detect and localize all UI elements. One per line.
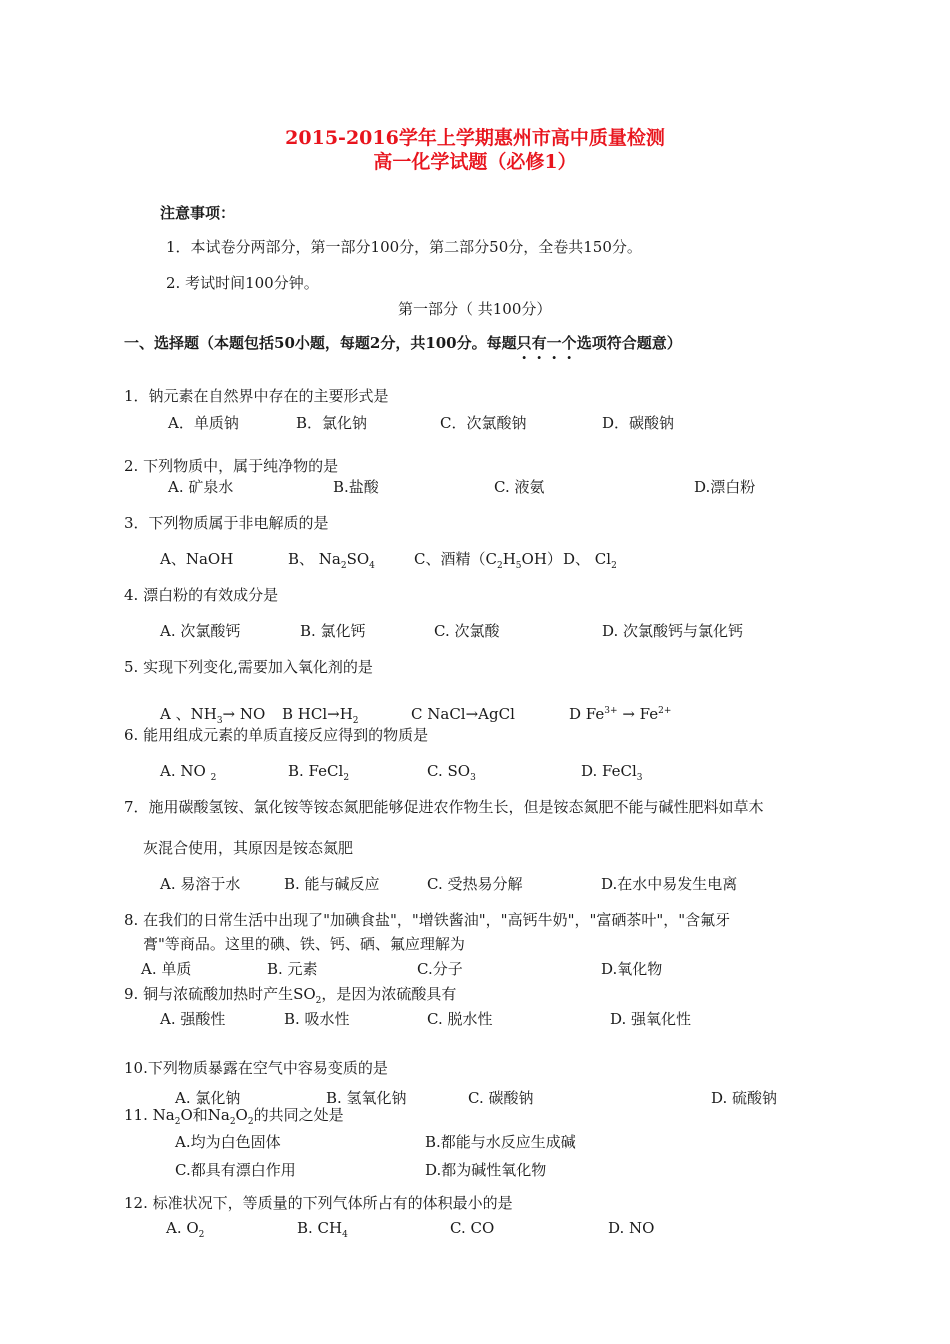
question-4-stem: 4. 漂白粉的有效成分是: [124, 586, 279, 604]
question-3-stem: 3．下列物质属于非电解质的是: [124, 514, 329, 532]
q1-option-c: C．次氯酸钠: [440, 414, 527, 432]
q12-option-a: A. $O_2$: [166, 1219, 205, 1240]
q11-option-d: D.都为碱性氧化物: [425, 1161, 547, 1179]
part1-heading: 第一部分（ 共100分）: [398, 300, 552, 318]
q7-option-a: A. 易溶于水: [160, 875, 241, 893]
q7-option-b: B. 能与碱反应: [284, 875, 380, 893]
q1-option-a: A．单质钠: [168, 414, 239, 432]
q2-option-d: D.漂白粉: [694, 478, 756, 496]
q12-option-d: D. NO: [608, 1219, 655, 1237]
q6-option-d: D. FeCl$_3$: [581, 762, 643, 783]
q1-option-b: B．氯化钠: [296, 414, 368, 432]
q5-option-b: B $HCl\to H_2$: [282, 705, 359, 726]
q4-option-a: A. 次氯酸钙: [160, 622, 241, 640]
question-1-stem: 1．钠元素在自然界中存在的主要形式是: [124, 387, 389, 405]
q10-option-b: B. 氢氧化钠: [326, 1089, 407, 1107]
q7-option-c: C. 受热易分解: [427, 875, 523, 893]
q3-option-c: C、酒精$(C_2H_5OH)$: [414, 550, 562, 571]
q12-option-c: C. CO: [450, 1219, 495, 1237]
q9-option-b: B. 吸水性: [284, 1010, 350, 1028]
q11-option-a: A.均为白色固体: [175, 1133, 281, 1151]
q5-option-d: D $Fe^{3+} \to Fe^{2+}$: [569, 705, 672, 723]
q3-option-b: B、 $Na_2SO_4$: [288, 550, 375, 571]
q12-option-b: B. $CH_4$: [297, 1219, 348, 1240]
question-7-stem: 7．施用碳酸氢铵、氯化铵等铵态氮肥能够促进农作物生长，但是铵态氮肥不能与碱性肥料如草木: [124, 798, 764, 816]
q7-option-d: D.在水中易发生电离: [601, 875, 738, 893]
q3-option-d: D、 $Cl_2$: [563, 550, 617, 571]
question-5-stem: 5. 实现下列变化,需要加入氧化剂的是: [124, 658, 373, 676]
question-11-stem: 11. $Na_2O$和$Na_2O_2$的共同之处是: [124, 1106, 344, 1127]
notice-item-1: 1．本试卷分两部分，第一部分100分，第二部分50分，全卷共150分。: [166, 238, 642, 256]
q11-option-c: C.都具有漂白作用: [175, 1161, 296, 1179]
q11-option-b: B.都能与水反应生成碱: [425, 1133, 576, 1151]
q6-option-a: A. NO $_2$: [160, 762, 217, 783]
q8-option-d: D.氧化物: [601, 960, 663, 978]
q8-option-b: B. 元素: [267, 960, 318, 978]
exam-title-line1: 2015-2016学年上学期惠州市高中质量检测: [285, 127, 665, 149]
q3-option-a: A、NaOH: [160, 550, 234, 568]
q8-option-a: A. 单质: [141, 960, 192, 978]
question-7-stem-cont: 灰混合使用，其原因是铵态氮肥: [143, 839, 354, 857]
question-8-stem-cont: 膏"等商品。这里的碘、铁、钙、硒、氟应理解为: [143, 935, 465, 953]
q1-option-d: D．碳酸钠: [602, 414, 675, 432]
question-9-stem: 9. 铜与浓硫酸加热时产生$SO_2$，是因为浓硫酸具有: [124, 985, 457, 1006]
q2-option-c: C. 液氨: [494, 478, 545, 496]
question-12-stem: 12. 标准状况下，等质量的下列气体所占有的体积最小的是: [124, 1194, 513, 1212]
q5-option-a: A 、$NH_3\to$ NO: [160, 705, 266, 726]
question-2-stem: 2. 下列物质中，属于纯净物的是: [124, 457, 339, 475]
exam-title-line2: 高一化学试题（必修1）: [373, 151, 577, 173]
question-8-stem: 8. 在我们的日常生活中出现了"加碘食盐"，"增铁酱油"，"高钙牛奶"，"富硒茶叶"，"含氟牙: [124, 911, 731, 929]
q2-option-a: A. 矿泉水: [168, 478, 234, 496]
q4-option-b: B. 氯化钙: [300, 622, 366, 640]
notice-heading: 注意事项：: [160, 204, 236, 222]
q8-option-c: C.分子: [417, 960, 463, 978]
q9-option-d: D. 强氧化性: [610, 1010, 692, 1028]
question-6-stem: 6. 能用组成元素的单质直接反应得到的物质是: [124, 726, 429, 744]
q2-option-b: B.盐酸: [333, 478, 379, 496]
q4-option-d: D. 次氯酸钙与氯化钙: [602, 622, 744, 640]
question-10-stem: 10.下列物质暴露在空气中容易变质的是: [124, 1059, 388, 1077]
q10-option-d: D. 硫酸钠: [711, 1089, 778, 1107]
q4-option-c: C. 次氯酸: [434, 622, 500, 640]
q5-option-c: C NaCl→AgCl: [411, 705, 515, 723]
q9-option-a: A. 强酸性: [160, 1010, 226, 1028]
notice-item-2: 2. 考试时间100分钟。: [166, 274, 319, 292]
q10-option-a: A. 氯化钠: [175, 1089, 241, 1107]
q9-option-c: C. 脱水性: [427, 1010, 493, 1028]
section1-heading: 一、选择题（本题包括50小题，每题2分，共100分。每题只有一个选项符合题意）: [124, 334, 682, 352]
q6-option-b: B. FeCl$_2$: [288, 762, 350, 783]
q10-option-c: C. 碳酸钠: [468, 1089, 534, 1107]
q6-option-c: C. $SO_3$: [427, 762, 476, 783]
